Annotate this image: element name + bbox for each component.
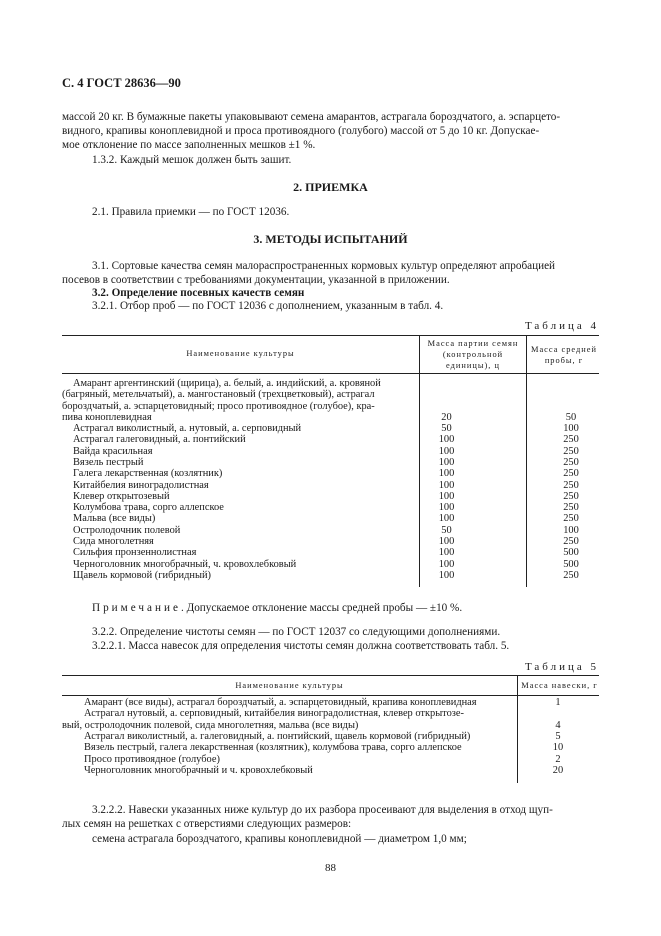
intro-line-3: мое отклонение по массе заполненных мешков ±1 %. [62, 139, 316, 151]
table-row-lot-mass: 100 [438, 513, 455, 525]
table-row-culture: Астрагал галеговидный, а. понтийский [73, 434, 246, 446]
table-4-first-row [62, 378, 419, 423]
table-5-header-sample: Масса навески, г [521, 681, 598, 690]
table-4-first-row-line: пива коноплевидная [62, 411, 152, 423]
table-row-culture: вый, остролодочник полевой, сида многолетняя, мальва (все виды) [62, 719, 359, 731]
table-row [62, 491, 599, 502]
table-row-culture: Вязель пестрый [73, 456, 144, 468]
table-row [62, 446, 599, 457]
paragraph-3-1-line-2: посевов в соответствии с требованиями документации, указанной в приложении. [62, 274, 450, 286]
table-row-sample-mass: 100 [563, 524, 579, 536]
table-5-header-rule [62, 695, 599, 696]
table-row [62, 570, 599, 581]
table-row-sample-mass: 250 [563, 513, 579, 525]
table-row [62, 525, 599, 536]
table-row-sample-mass: 100 [563, 423, 579, 434]
table-row [62, 423, 599, 434]
table-row-culture: Просо противоядное (голубое) [84, 753, 220, 765]
table-row-sample-mass: 5 [555, 730, 561, 742]
table-4-header-sample-mass: Масса средней пробы, г [531, 345, 597, 365]
table-4-first-row-line: Амарант аргентинский (щирица), а. белый, а. индийский, а. кровяной [73, 378, 381, 389]
section-3-title: 3. МЕТОДЫ ИСПЫТАНИЙ [253, 232, 408, 246]
table-row-lot-mass: 100 [438, 558, 455, 570]
table-row [62, 434, 599, 445]
paragraph-3-2-2: 3.2.2. Определение чистоты семян — по ГОСТ 12037 со следующими дополнениями. [92, 626, 501, 638]
table-4-first-row-line: бороздчатый, а. эспарцетовидный; просо противоядное (голубое), кра- [62, 400, 375, 412]
table-row [62, 480, 599, 491]
table-4 [62, 335, 599, 587]
table-row-lot-mass: 100 [438, 445, 455, 457]
table-row-culture: Черноголовник многобрачный и ч. кровохлебковый [84, 764, 313, 776]
table-4-note [92, 601, 462, 615]
table-row-culture: Астрагал виколистный, а. галеговидный, а. понтийский, щавель кормовой (гибридный) [84, 730, 471, 742]
table-row-culture: Китайбелия виноградолистная [73, 479, 209, 491]
paragraph-3-2-1: 3.2.1. Отбор проб — по ГОСТ 12036 с дополнением, указанным в табл. 4. [92, 300, 444, 312]
table-row-lot-mass: 100 [438, 479, 455, 491]
table-5-caption: Таблица 5 [524, 661, 599, 673]
paragraph-1-3-2: 1.3.2. Каждый мешок должен быть зашит. [92, 154, 292, 166]
table-row-culture: Сида многолетняя [73, 536, 154, 547]
table-5-top-rule [62, 675, 599, 676]
table-4-first-row-mass: 20 [441, 412, 452, 423]
table-row-sample-mass: 250 [563, 456, 579, 468]
page-header: С. 4 ГОСТ 28636—90 [62, 76, 181, 90]
table-4-note-label: Примечание [92, 602, 181, 614]
table-row-lot-mass: 100 [438, 536, 455, 547]
table-row-sample-mass: 4 [555, 719, 561, 731]
table-row-lot-mass: 50 [441, 524, 452, 536]
table-4-top-rule [62, 335, 599, 336]
table-row [62, 468, 599, 479]
table-row-sample-mass: 250 [563, 502, 579, 514]
table-row-culture: Клевер открытозевый [73, 490, 170, 502]
table-row-sample-mass: 250 [563, 445, 579, 457]
table-row-lot-mass: 100 [438, 434, 455, 446]
table-row-sample-mass: 500 [563, 558, 579, 570]
table-row-lot-mass: 100 [438, 456, 455, 468]
table-row-sample-mass: 250 [563, 468, 579, 480]
page-number: 88 [325, 862, 336, 874]
table-4-first-row-line: (багряный, метельчатый), а. мангостановый (трехцветковый), астрагал [62, 389, 375, 401]
table-row-culture: Черноголовник многобрачный, ч. кровохлебковый [73, 558, 297, 570]
table-row-lot-mass: 100 [438, 490, 455, 502]
table-row-sample-mass: 10 [552, 742, 564, 754]
table-row-sample-mass: 1 [555, 697, 561, 708]
table-row-lot-mass: 50 [441, 423, 452, 434]
subsection-3-2-title: 3.2. Определение посевных качеств семян [92, 287, 305, 299]
table-row-lot-mass: 100 [438, 569, 455, 581]
table-row-culture: Мальва (все виды) [73, 513, 156, 525]
table-row [62, 457, 599, 468]
table-5-header-culture: Наименование культуры [235, 681, 344, 690]
table-row-culture: Сильфия пронзеннолистная [73, 547, 197, 559]
table-row-culture: Колумбова трава, сорго аллепское [73, 502, 224, 514]
table-row-sample-mass: 250 [563, 569, 579, 581]
table-4-header-lot-mass: Масса партии семян (контрольной единицы), ц [427, 339, 519, 370]
table-row-lot-mass: 100 [438, 547, 455, 559]
table-row [62, 513, 599, 524]
section-2-title: 2. ПРИЕМКА [293, 180, 368, 194]
table-row-sample-mass: 2 [555, 753, 561, 765]
table-row [62, 559, 599, 570]
table-row [62, 502, 599, 513]
table-row [62, 536, 599, 547]
table-row-culture: Щавель кормовой (гибридный) [73, 569, 211, 581]
table-row-sample-mass: 500 [563, 547, 579, 559]
table-row-culture: Амарант (все виды), астрагал бороздчатый, а. эспарцетовидный, крапива коноплевидная [84, 697, 477, 708]
paragraph-sieve-size: семена астрагала бороздчатого, крапивы коноплевидной — диаметром 1,0 мм; [92, 833, 467, 845]
table-4-note-text: . Допускаемое отклонение массы средней пробы — ±10 %. [180, 602, 463, 614]
paragraph-3-2-2-1: 3.2.2.1. Масса навесок для определения чистоты семян должна соответствовать табл. 5. [92, 640, 510, 652]
table-row-culture: Астрагал виколистный, а. нутовый, а. серповидный [73, 423, 302, 434]
table-row-sample-mass: 250 [563, 479, 579, 491]
table-row-sample-mass: 250 [563, 536, 579, 547]
paragraph-3-1-line-1: 3.1. Сортовые качества семян малораспространенных кормовых культур определяют апробацией [92, 260, 556, 272]
table-row-lot-mass: 100 [438, 468, 455, 480]
table-row-lot-mass: 100 [438, 502, 455, 514]
table-4-header-culture: Наименование культуры [186, 349, 295, 358]
table-4-first-row-sample: 50 [565, 412, 577, 423]
table-row-culture: Вайда красильная [73, 445, 153, 457]
table-row-sample-mass: 250 [563, 434, 579, 446]
table-row-sample-mass: 250 [563, 490, 579, 502]
table-row [62, 547, 599, 558]
table-row-culture: Астрагал нутовый, а. серповидный, китайбелия виноградолистная, клевер открытозе- [84, 708, 464, 720]
intro-line-1: массой 20 кг. В бумажные пакеты упаковывают семена амарантов, астрагала бороздчатого, а. эспарцето- [62, 111, 561, 123]
table-row-culture: Вязель пестрый, галега лекарственная (козлятник), колумбова трава, сорго аллепское [84, 742, 462, 754]
table-row-sample-mass: 20 [552, 764, 564, 776]
intro-line-2: видного, крапивы коноплевидной и проса противоядного (голубого) массой от 5 до 10 кг. Допускае- [62, 125, 540, 137]
paragraph-3-2-2-2-line-1: 3.2.2.2. Навески указанных ниже культур до их разбора просеивают для выделения в отход щуп- [92, 804, 553, 816]
table-row-culture: Остролодочник полевой [73, 524, 181, 536]
table-4-caption: Таблица 4 [524, 320, 599, 332]
paragraph-3-2-2-2-line-2: лых семян на решетках с отверстиями следующих размеров: [62, 818, 352, 830]
paragraph-2-1: 2.1. Правила приемки — по ГОСТ 12036. [92, 206, 290, 218]
table-row-culture: Галега лекарственная (козлятник) [73, 468, 223, 480]
table-4-header-rule [62, 373, 599, 374]
